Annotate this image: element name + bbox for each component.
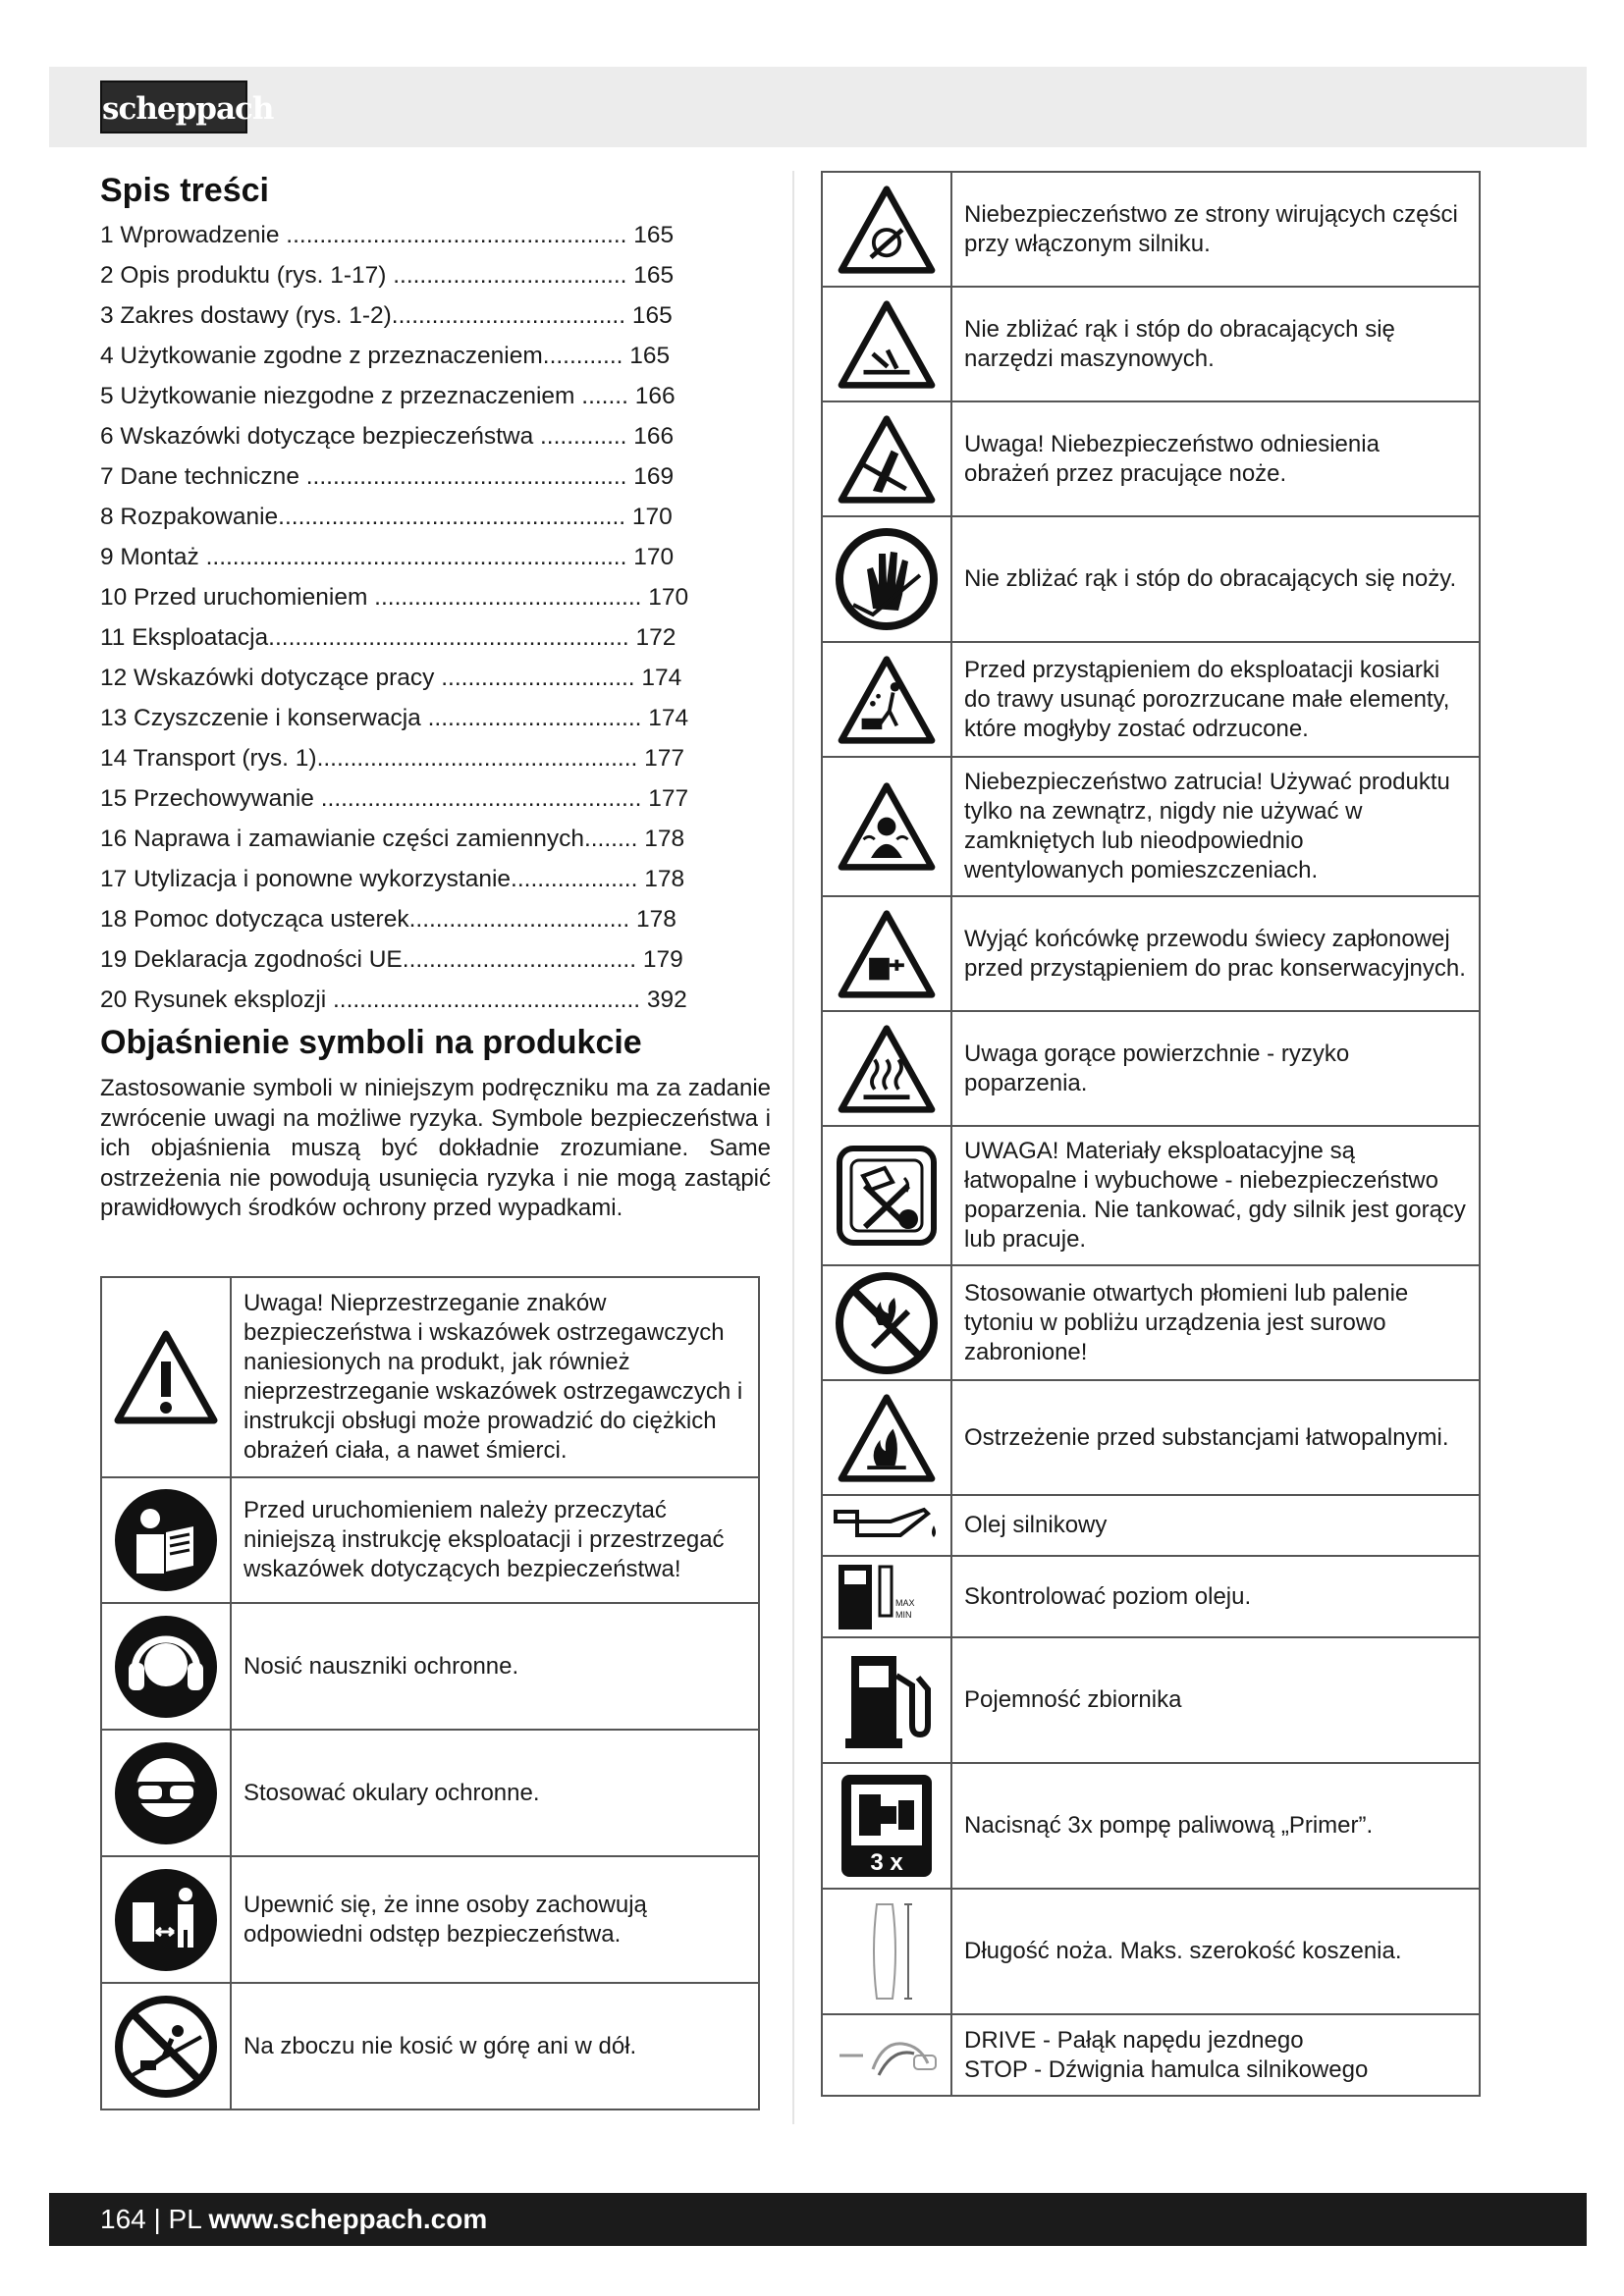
symbol-description: Olej silnikowy <box>951 1495 1480 1556</box>
toc-item[interactable]: 4 Użytkowanie zgodne z przeznaczeniem............ 165 <box>100 343 671 369</box>
symbol-description: Niebezpieczeństwo zatrucia! Używać produktu tylko na zewnątrz, nigdy nie używać w zamkniętych lub nieodpowiednio wentylowanych pomieszczeniach. <box>951 757 1480 896</box>
table-row <box>822 1556 1480 1637</box>
header-bar <box>49 67 1587 147</box>
no-slope-mowing-icon <box>101 1983 231 2109</box>
symbols-table-right <box>821 171 1481 2097</box>
column-divider <box>792 171 794 2124</box>
table-row <box>101 1730 759 1856</box>
toc-item[interactable]: 13 Czyszczenie i konserwacja ................................ 174 <box>100 705 689 731</box>
symbol-description: Nie zbliżać rąk i stóp do obracających się noży. <box>951 516 1480 642</box>
symbol-description: Ostrzeżenie przed substancjami łatwopalnymi. <box>951 1380 1480 1495</box>
footer-bar <box>49 2193 1587 2246</box>
toc-item[interactable]: 1 Wprowadzenie ................................................... 165 <box>100 222 675 248</box>
svg-text:3 x: 3 x <box>870 1849 903 1876</box>
thrown-objects-warning-icon <box>822 642 951 757</box>
fuel-pump-icon <box>822 1637 951 1763</box>
toc-item[interactable]: 8 Rozpakowanie.................................................... 170 <box>100 504 673 530</box>
table-row <box>822 1265 1480 1380</box>
footer-text <box>100 2193 487 2246</box>
symbol-description: Wyjąć końcówkę przewodu świecy zapłonowej przed przystąpieniem do prac konserwacyjnych. <box>951 896 1480 1011</box>
toc-item[interactable]: 9 Montaż ............................................................... 170 <box>100 544 675 570</box>
table-row <box>822 1011 1480 1126</box>
table-row <box>822 2014 1480 2096</box>
footer-url[interactable]: www.scheppach.com <box>208 2204 488 2234</box>
symbol-description: Uwaga! Nieprzestrzeganie znaków bezpieczeństwa i wskazówek ostrzegawczych naniesionych na produkt, jak również nieprzestrzeganie wskazówek ostrzegawczych i instrukcji obsługi może prowadzić do ciężkich obrażeń ciała, a nawet śmierci. <box>231 1277 759 1477</box>
toc-item[interactable]: 20 Rysunek eksplozji .............................................. 392 <box>100 987 687 1013</box>
toc-item[interactable]: 5 Użytkowanie niezgodne z przeznaczeniem ....... 166 <box>100 383 676 409</box>
symbol-description: Przed uruchomieniem należy przeczytać niniejszą instrukcję eksploatacji i przestrzegać wskazówek dotyczących bezpieczeństwa! <box>231 1477 759 1603</box>
table-row <box>101 1603 759 1730</box>
symbol-description: Upewnić się, że inne osoby zachowują odpowiedni odstęp bezpieczeństwa. <box>231 1856 759 1983</box>
hot-surface-warning-icon <box>822 1011 951 1126</box>
symbol-description: Przed przystąpieniem do eksploatacji kosiarki do trawy usunąć porozrzucane małe elementy, które mogłyby zostać odrzucone. <box>951 642 1480 757</box>
toc-item[interactable]: 12 Wskazówki dotyczące pracy ............................. 174 <box>100 665 682 691</box>
blade-length-icon <box>822 1889 951 2014</box>
toc-item[interactable]: 18 Pomoc dotycząca usterek................................. 178 <box>100 906 677 933</box>
table-row <box>822 642 1480 757</box>
table-row <box>822 287 1480 401</box>
table-row <box>822 1889 1480 2014</box>
toc-item[interactable]: 16 Naprawa i zamawianie części zamiennych........ 178 <box>100 826 685 852</box>
toc-item[interactable]: 15 Przechowywanie ................................................ 177 <box>100 785 689 812</box>
rotating-parts-warning-icon <box>822 172 951 287</box>
toc-item[interactable]: 19 Deklaracja zgodności UE................................... 179 <box>100 946 683 973</box>
symbol-description: Stosować okulary ochronne. <box>231 1730 759 1856</box>
symbol-description: Skontrolować poziom oleju. <box>951 1556 1480 1637</box>
general-warning-icon <box>101 1277 231 1477</box>
symbols-intro: Zastosowanie symboli w niniejszym podręczniku ma za zadanie zwrócenie uwagi na możliwe ryzyka. Symbole bezpieczeństwa i ich objaśnienia muszą być dokładnie zrozumiane. Same ostrzeżenia nie powodują usunięcia ryzyka i nie mogą zastąpić prawidłowych środków ochrony przed wypadkami. <box>100 1075 771 1221</box>
table-row <box>822 1763 1480 1889</box>
table-row <box>822 401 1480 516</box>
engine-oil-icon <box>822 1495 951 1556</box>
toc-item[interactable]: 14 Transport (rys. 1)................................................ 177 <box>100 745 684 772</box>
eye-protection-icon <box>101 1730 231 1856</box>
table-row <box>822 516 1480 642</box>
brand-logo: scheppach <box>100 80 247 133</box>
keep-distance-icon <box>101 1856 231 1983</box>
toc-item[interactable]: 7 Dane techniczne ................................................ 169 <box>100 463 675 490</box>
poisoning-warning-icon <box>822 757 951 896</box>
toc-item[interactable]: 3 Zakres dostawy (rys. 1-2)................................... 165 <box>100 302 673 329</box>
table-row <box>101 1477 759 1603</box>
cutting-blades-warning-icon <box>822 401 951 516</box>
table-row <box>822 1380 1480 1495</box>
table-row <box>822 757 1480 896</box>
hand-blade-icon <box>822 516 951 642</box>
left-column <box>100 169 771 1224</box>
symbol-description: Stosowanie otwartych płomieni lub palenie tytoniu w pobliżu urządzenia jest surowo zabronione! <box>951 1265 1480 1380</box>
drive-lever-icon <box>822 2014 951 2096</box>
no-open-flame-icon <box>822 1265 951 1380</box>
table-row <box>822 896 1480 1011</box>
primer-icon <box>822 1763 951 1889</box>
toc-item[interactable]: 10 Przed uruchomieniem ........................................ 170 <box>100 584 689 611</box>
toc-item[interactable]: 6 Wskazówki dotyczące bezpieczeństwa ............. 166 <box>100 423 675 450</box>
toc-item[interactable]: 11 Eksploatacja...................................................... 172 <box>100 624 677 651</box>
spark-plug-warning-icon <box>822 896 951 1011</box>
toc-item[interactable]: 2 Opis produktu (rys. 1-17) ................................... 165 <box>100 262 675 289</box>
symbol-description: Nosić nauszniki ochronne. <box>231 1603 759 1730</box>
table-row <box>101 1277 759 1477</box>
svg-text:MIN: MIN <box>895 1609 912 1620</box>
symbol-description: Uwaga gorące powierzchnie - ryzyko poparzenia. <box>951 1011 1480 1126</box>
table-of-contents <box>100 216 771 1021</box>
symbol-description: Pojemność zbiornika <box>951 1637 1480 1763</box>
table-row <box>101 1856 759 1983</box>
symbols-table-left <box>100 1276 760 2110</box>
read-manual-icon <box>101 1477 231 1603</box>
symbol-description: Nacisnąć 3x pompę paliwową „Primer”. <box>951 1763 1480 1889</box>
svg-text:MAX: MAX <box>895 1597 915 1608</box>
rotating-tools-warning-icon <box>822 287 951 401</box>
symbol-description: DRIVE - Pałąk napędu jezdnego STOP - Dźwignia hamulca silnikowego <box>951 2014 1480 2096</box>
symbol-description: Na zboczu nie kosić w górę ani w dół. <box>231 1983 759 2109</box>
table-row <box>822 1495 1480 1556</box>
symbol-description: UWAGA! Materiały eksploatacyjne są łatwopalne i wybuchowe - niebezpieczeństwo poparzenia. Nie tankować, gdy silnik jest gorący lub pracuje. <box>951 1126 1480 1265</box>
flammable-warning-icon <box>822 1380 951 1495</box>
table-row <box>822 1126 1480 1265</box>
table-row <box>822 1637 1480 1763</box>
symbol-description: Niebezpieczeństwo ze strony wirujących części przy włączonym silniku. <box>951 172 1480 287</box>
ear-protection-icon <box>101 1603 231 1730</box>
table-row <box>822 172 1480 287</box>
toc-item[interactable]: 17 Utylizacja i ponowne wykorzystanie................... 178 <box>100 866 685 892</box>
symbol-description: Nie zbliżać rąk i stóp do obracających się narzędzi maszynowych. <box>951 287 1480 401</box>
symbols-title: Objaśnienie symboli na produkcie <box>100 1024 642 1061</box>
page-number: 164 | PL <box>100 2204 209 2234</box>
symbol-description: Uwaga! Niebezpieczeństwo odniesienia obrażeń przez pracujące noże. <box>951 401 1480 516</box>
table-row <box>101 1983 759 2109</box>
no-refuel-icon <box>822 1126 951 1265</box>
toc-title: Spis treści <box>100 172 269 209</box>
oil-level-icon <box>822 1556 951 1637</box>
symbol-description: Długość noża. Maks. szerokość koszenia. <box>951 1889 1480 2014</box>
